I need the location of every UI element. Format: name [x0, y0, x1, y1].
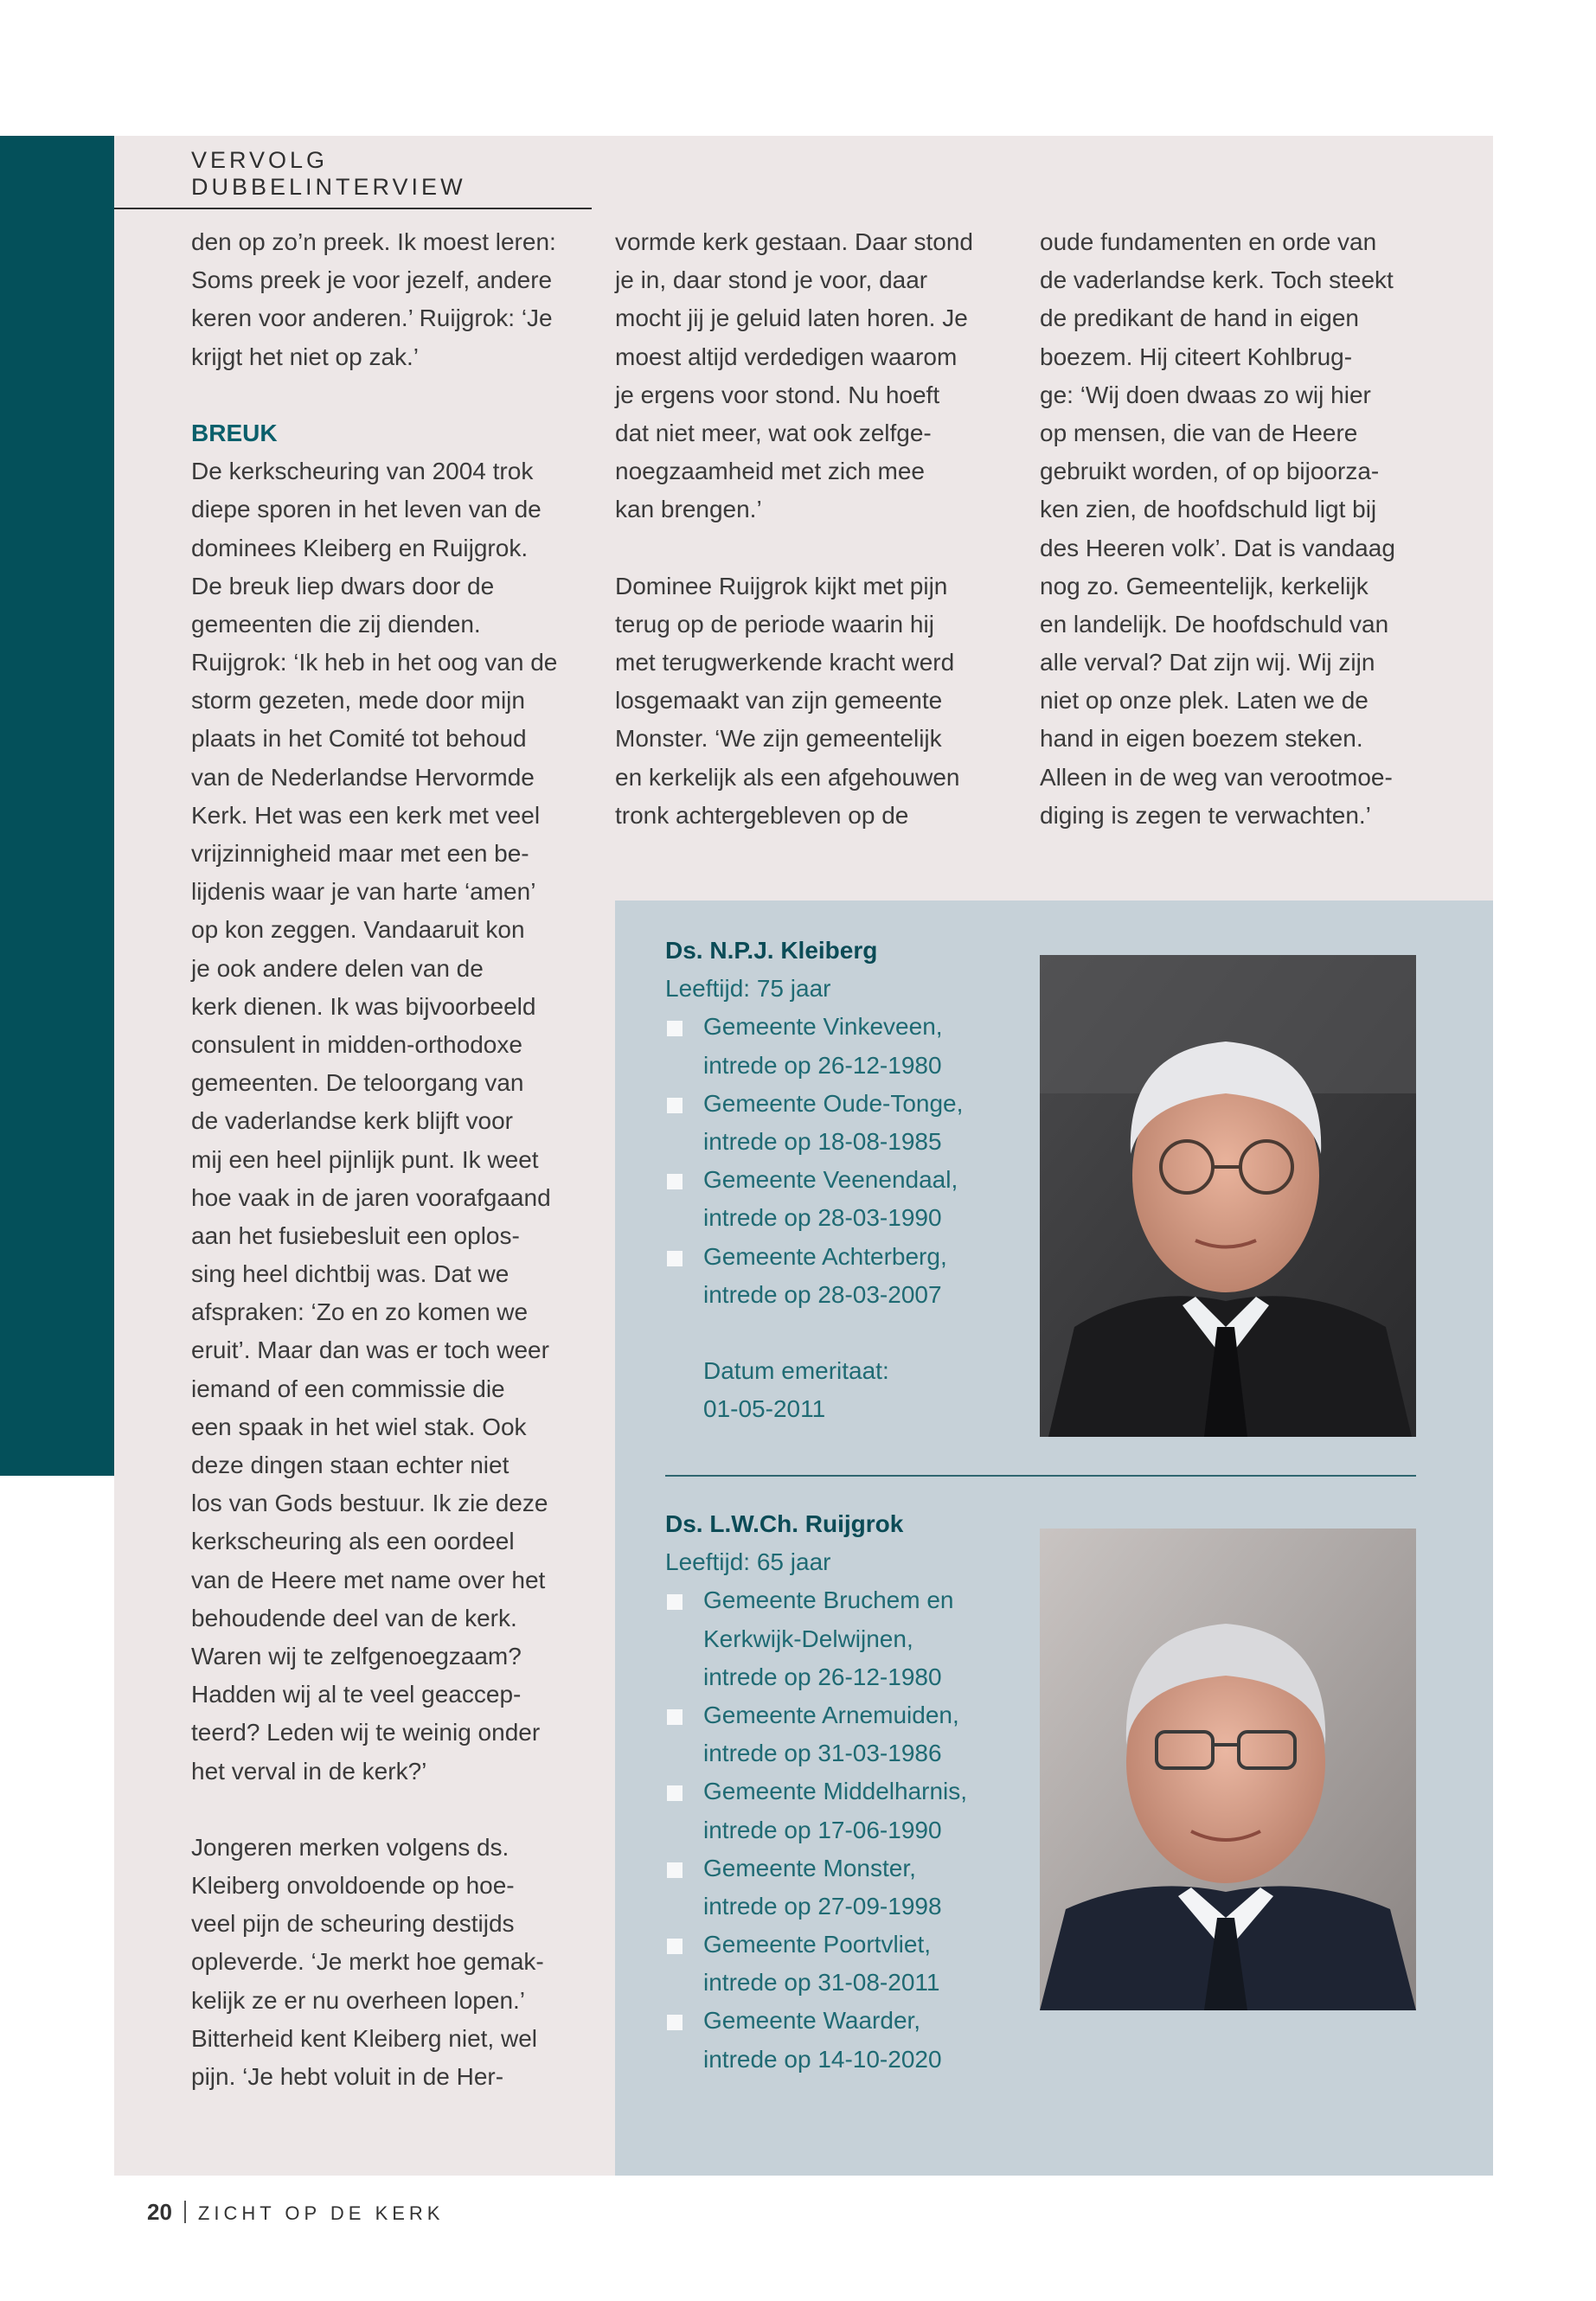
text-line: consulent in midden-orthodoxe [191, 1030, 522, 1058]
text-line: De breuk liep dwars door de [191, 572, 495, 599]
congregation-item [665, 1696, 1029, 1772]
text-line: op kon zeggen. Vandaaruit kon [191, 916, 525, 944]
text-line: vrijzinnigheid maar met een be- [191, 840, 529, 867]
text-line: kerk dienen. Ik was bijvoorbeeld [191, 992, 536, 1020]
profile-kleiberg [665, 932, 1029, 1428]
magazine-name: ZICHT OP DE KERK [197, 2202, 445, 2224]
text-line: De kerkscheuring van 2004 trok [191, 458, 534, 485]
congregation-line: intrede op 28-03-1990 [703, 1204, 942, 1232]
text-line: gemeenten die zij dienden. [191, 610, 481, 638]
column-2-paragraph-2 [615, 567, 1022, 835]
square-bullet-icon [667, 2015, 683, 2030]
text-line: Kleiberg onvoldoende op hoe- [191, 1872, 515, 1900]
text-line: des Heeren volk’. Dat is vandaag [1040, 534, 1395, 561]
congregation-line: Gemeente Arnemuiden, [703, 1701, 959, 1728]
accent-bar [0, 136, 114, 1476]
text-line: op mensen, die van de Heere [1040, 419, 1358, 446]
text-line: kelijk ze er nu overheen lopen.’ [191, 1986, 526, 2014]
congregation-item [665, 2002, 1029, 2078]
congregation-line: intrede op 18-08-1985 [703, 1127, 942, 1155]
text-line: storm gezeten, mede door mijn [191, 687, 525, 715]
profile-name: Ds. N.P.J. Kleiberg [665, 937, 878, 964]
text-line: noegzaamheid met zich mee [615, 458, 925, 485]
square-bullet-icon [667, 1251, 683, 1266]
page-number: 20 [147, 2199, 172, 2225]
text-line: pijn. ‘Je hebt voluit in de Her- [191, 2063, 504, 2090]
text-line: Alleen in de weg van verootmoe- [1040, 763, 1393, 791]
profile-age: Leeftijd: 75 jaar [665, 975, 831, 1003]
text-line: eruit’. Maar dan was er toch weer [191, 1336, 549, 1364]
text-line: de vaderlandse kerk blijft voor [191, 1107, 513, 1135]
text-line: ken zien, de hoofdschuld ligt bij [1040, 496, 1377, 523]
text-line: kerkscheuring als een oordeel [191, 1528, 515, 1555]
text-line: alle verval? Dat zijn wij. Wij zijn [1040, 649, 1375, 676]
congregation-line: Gemeente Veenendaal, [703, 1166, 958, 1194]
column-2-paragraph-1 [615, 223, 1022, 529]
article-column-1 [191, 223, 589, 2096]
text-line: gebruikt worden, of op bijoorza- [1040, 458, 1380, 485]
text-line: Dominee Ruijgrok kijkt met pijn [615, 572, 948, 599]
column-3-paragraph [1040, 223, 1446, 835]
congregation-item [665, 1849, 1029, 1926]
text-line: mij een heel pijnlijk punt. Ik weet [191, 1145, 539, 1173]
congregation-line: intrede op 17-06-1990 [703, 1816, 942, 1843]
text-line: diging is zegen te verwachten.’ [1040, 801, 1371, 829]
congregation-item [665, 1008, 1029, 1084]
text-line: en landelijk. De hoofdschuld van [1040, 610, 1389, 638]
congregation-line: Gemeente Achterberg, [703, 1242, 947, 1270]
column-1-paragraph-3 [191, 1829, 589, 2096]
text-line: Hadden wij al te veel geaccep- [191, 1681, 522, 1708]
text-line: hoe vaak in de jaren voorafgaand [191, 1183, 551, 1211]
text-line: keren voor anderen.’ Ruijgrok: ‘Je [191, 304, 553, 332]
text-line: Kerk. Het was een kerk met veel [191, 801, 541, 829]
text-line: met terugwerkende kracht werd [615, 649, 955, 676]
congregation-line: intrede op 14-10-2020 [703, 2045, 942, 2073]
text-line: veel pijn de scheuring destijds [191, 1910, 515, 1938]
text-line: diepe sporen in het leven van de [191, 496, 542, 523]
section-header [114, 147, 592, 209]
text-line: gemeenten. De teloorgang van [191, 1069, 524, 1097]
square-bullet-icon [667, 1785, 683, 1801]
column-1-paragraph-1 [191, 223, 589, 376]
text-line: 01-05-2011 [703, 1395, 826, 1423]
square-bullet-icon [667, 1098, 683, 1113]
text-line: je ergens voor stond. Nu hoeft [615, 381, 940, 408]
congregation-line: Gemeente Middelharnis, [703, 1778, 968, 1805]
text-line: tronk achtergebleven op de [615, 801, 909, 829]
congregation-list [665, 1581, 1029, 2078]
subheading-breuk: BREUK [191, 419, 278, 446]
text-line: behoudende deel van de kerk. [191, 1604, 517, 1631]
article-column-3 [1040, 223, 1446, 835]
congregation-line: intrede op 27-09-1998 [703, 1892, 942, 1920]
portrait-photo-ruijgrok [1040, 1529, 1416, 2010]
text-line: dominees Kleiberg en Ruijgrok. [191, 534, 529, 561]
portrait-photo-kleiberg [1040, 955, 1416, 1437]
text-line: los van Gods bestuur. Ik zie deze [191, 1490, 548, 1517]
congregation-item [665, 1926, 1029, 2002]
congregation-line: Gemeente Waarder, [703, 2007, 921, 2035]
congregation-line: Gemeente Poortvliet, [703, 1931, 932, 1958]
text-line: niet op onze plek. Laten we de [1040, 687, 1368, 715]
square-bullet-icon [667, 1709, 683, 1725]
text-line: iemand of een commissie die [191, 1375, 505, 1402]
text-line: Monster. ‘We zijn gemeentelijk [615, 725, 942, 753]
text-line: van de Nederlandse Hervormde [191, 763, 535, 791]
congregation-item [665, 1772, 1029, 1849]
square-bullet-icon [667, 1594, 683, 1610]
congregation-line: Kerkwijk-Delwijnen, [703, 1625, 913, 1652]
text-line: mocht jij je geluid laten horen. Je [615, 304, 968, 332]
text-line: sing heel dichtbij was. Dat we [191, 1260, 510, 1288]
text-line: deze dingen staan echter niet [191, 1452, 510, 1478]
text-line: Jongeren merken volgens ds. [191, 1833, 510, 1861]
text-line: krijgt het niet op zak.’ [191, 343, 420, 370]
congregation-line: Gemeente Vinkeveen, [703, 1013, 943, 1041]
text-line: plaats in het Comité tot behoud [191, 725, 527, 753]
article-column-2 [615, 223, 1022, 835]
text-line: kan brengen.’ [615, 496, 762, 523]
text-line: je ook andere delen van de [191, 954, 484, 982]
profile-divider [665, 1475, 1416, 1477]
square-bullet-icon [667, 1174, 683, 1189]
profile-age: Leeftijd: 65 jaar [665, 1548, 831, 1576]
text-line: de vaderlandse kerk. Toch steekt [1040, 266, 1394, 294]
congregation-item [665, 1238, 1029, 1314]
congregation-line: Gemeente Monster, [703, 1854, 916, 1881]
emeritus-date [665, 1352, 1029, 1428]
profile-ruijgrok [665, 1505, 1029, 2079]
text-line: Bitterheid kent Kleiberg niet, wel [191, 2024, 537, 2052]
text-line: teerd? Leden wij te weinig onder [191, 1719, 541, 1747]
text-line: opleverde. ‘Je merkt hoe gemak- [191, 1948, 544, 1976]
text-line: afspraken: ‘Zo en zo komen we [191, 1298, 529, 1326]
congregation-line: intrede op 26-12-1980 [703, 1663, 942, 1690]
column-1-paragraph-2 [191, 452, 589, 1791]
congregation-line: Gemeente Oude-Tonge, [703, 1089, 964, 1117]
text-line: Ruijgrok: ‘Ik heb in het oog van de [191, 649, 558, 676]
text-line: nog zo. Gemeentelijk, kerkelijk [1040, 572, 1368, 599]
congregation-line: intrede op 26-12-1980 [703, 1051, 942, 1079]
congregation-item [665, 1161, 1029, 1237]
text-line: de predikant de hand in eigen [1040, 304, 1359, 332]
text-line: een spaak in het wiel stak. Ook [191, 1413, 527, 1440]
text-line: terug op de periode waarin hij [615, 610, 934, 638]
text-line: boezem. Hij citeert Kohlbrug- [1040, 343, 1353, 370]
text-line: dat niet meer, wat ook zelfge- [615, 419, 932, 446]
text-line: moest altijd verdedigen waarom [615, 343, 958, 370]
text-line: lijdenis waar je van harte ‘amen’ [191, 878, 536, 906]
square-bullet-icon [667, 1021, 683, 1036]
text-line: het verval in de kerk?’ [191, 1757, 427, 1785]
text-line: en kerkelijk als een afgehouwen [615, 763, 960, 791]
congregation-item [665, 1581, 1029, 1696]
text-line: je in, daar stond je voor, daar [615, 266, 928, 294]
text-line: Waren wij te zelfgenoegzaam? [191, 1642, 522, 1670]
profile-name: Ds. L.W.Ch. Ruijgrok [665, 1510, 904, 1537]
square-bullet-icon [667, 1862, 683, 1878]
congregation-list [665, 1008, 1029, 1314]
text-line: den op zo’n preek. Ik moest leren: [191, 228, 556, 255]
text-line: oude fundamenten en orde van [1040, 228, 1377, 255]
text-line: van de Heere met name over het [191, 1566, 546, 1593]
square-bullet-icon [667, 1939, 683, 1954]
text-line: vormde kerk gestaan. Daar stond [615, 228, 973, 255]
congregation-line: intrede op 31-03-1986 [703, 1740, 942, 1767]
congregation-line: intrede op 28-03-2007 [703, 1280, 942, 1308]
congregation-item [665, 1085, 1029, 1161]
text-line: ge: ‘Wij doen dwaas zo wij hier [1040, 381, 1371, 408]
section-header-text: VERVOLG DUBBELINTERVIEW [191, 147, 466, 200]
congregation-line: Gemeente Bruchem en [703, 1586, 954, 1614]
congregation-line: intrede op 31-08-2011 [703, 1969, 940, 1997]
page-footer [147, 2199, 445, 2226]
text-line: Soms preek je voor jezelf, andere [191, 266, 553, 294]
text-line: hand in eigen boezem steken. [1040, 725, 1363, 753]
text-line: losgemaakt van zijn gemeente [615, 687, 943, 715]
text-line: aan het fusiebesluit een oplos- [191, 1221, 520, 1249]
text-line: Datum emeritaat: [703, 1357, 889, 1385]
